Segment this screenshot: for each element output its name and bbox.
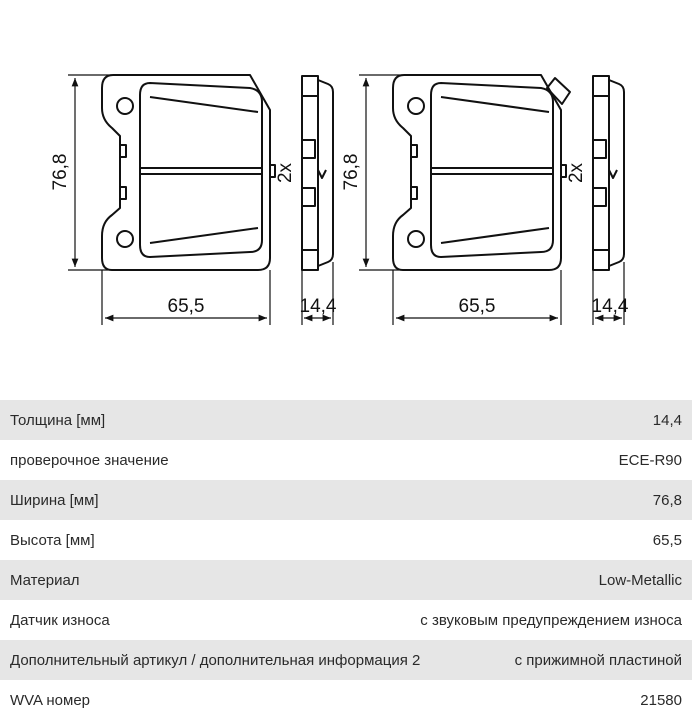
spec-table [0, 400, 692, 720]
spec-value: 14,4 [652, 411, 682, 429]
spec-label: проверочное значение [10, 451, 169, 469]
left-pad-front-view [102, 75, 275, 270]
spec-row-thickness [0, 400, 692, 440]
spec-value: Low-Metallic [598, 571, 682, 589]
right-width-dim: 65,5 [458, 296, 496, 317]
spec-row-wva-number [0, 680, 692, 720]
spec-value: 21580 [640, 691, 682, 709]
right-pad-side-view [593, 76, 624, 270]
right-height-dim: 76,8 [341, 153, 362, 191]
spec-label: Высота [мм] [10, 531, 95, 549]
left-height-dim: 76,8 [50, 153, 71, 191]
spec-row-width [0, 480, 692, 520]
left-width-dim: 65,5 [167, 296, 205, 317]
right-pad-front-view [393, 75, 570, 270]
spec-label: Толщина [мм] [10, 411, 106, 429]
spec-value: с звуковым предупреждением износа [420, 611, 682, 629]
spec-value: 65,5 [652, 531, 682, 549]
spec-value: ECE-R90 [618, 451, 682, 469]
spec-label: Датчик износа [10, 611, 110, 629]
spec-row-test-value [0, 440, 692, 480]
spec-row-wear-sensor [0, 600, 692, 640]
left-thickness-dim: 14,4 [299, 296, 337, 317]
spec-value: с прижимной пластиной [514, 651, 682, 669]
spec-label: WVA номер [10, 691, 91, 709]
left-pad-side-view [302, 76, 333, 270]
left-count-label: 2x [275, 162, 296, 184]
spec-label: Дополнительный артикул / дополнительная информация 2 [10, 651, 421, 669]
spec-row-material [0, 560, 692, 600]
spec-row-height [0, 520, 692, 560]
right-thickness-dim: 14,4 [591, 296, 629, 317]
spec-label: Ширина [мм] [10, 491, 99, 509]
spec-label: Материал [10, 571, 80, 589]
spec-row-additional-info [0, 640, 692, 680]
spec-value: 76,8 [652, 491, 682, 509]
right-count-label: 2x [566, 162, 587, 184]
